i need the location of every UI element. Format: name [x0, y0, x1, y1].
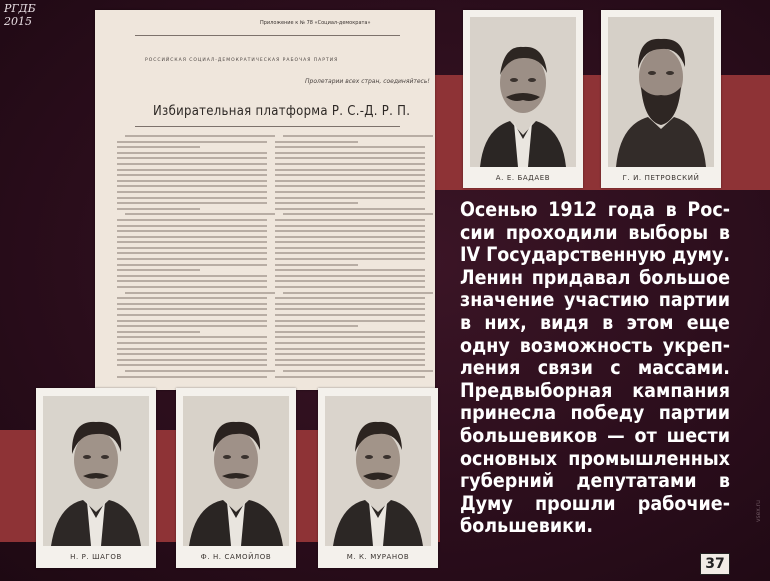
narration-line [460, 425, 730, 448]
narration-word: значение [460, 288, 555, 312]
narration-line [460, 267, 730, 290]
document-text-line [117, 219, 267, 221]
narration-word: еще [686, 310, 730, 334]
narration-line [460, 380, 730, 403]
document-text-line [275, 331, 425, 333]
narration-text [460, 199, 730, 538]
narration-word: придавал [531, 265, 631, 289]
document-text-line [275, 185, 425, 187]
document-text-line [275, 157, 425, 159]
narration-word: ления [460, 356, 521, 380]
narration-word: партии [658, 288, 730, 312]
narration-word: в [665, 198, 677, 221]
document-text-line [117, 247, 267, 249]
narration-word: шести [666, 423, 730, 447]
portrait-card-muranov [318, 388, 438, 568]
document-text-line [275, 236, 425, 238]
narration-word: IV [460, 243, 481, 267]
document-text-line [117, 325, 267, 327]
narration-word: от [634, 423, 657, 447]
narration-word: принесла [460, 401, 557, 425]
watermark-year: 2015 [4, 15, 32, 28]
document-text-line [275, 169, 425, 171]
narration-word: в [602, 310, 614, 334]
narration-word: года [607, 198, 655, 221]
narration-word: Осенью [460, 198, 538, 221]
narration-word: губерний [460, 469, 555, 493]
document-text-line [275, 191, 425, 193]
document-text-line [283, 370, 433, 372]
document-text-line [117, 174, 267, 176]
narration-word: промышленных [568, 446, 730, 470]
portrait-photo-petrovsky [608, 17, 714, 167]
narration-word: партии [658, 401, 730, 425]
document-text-line [275, 174, 425, 176]
document-text-line [117, 157, 267, 159]
document-text-line [117, 314, 267, 316]
narration-line [460, 493, 730, 516]
portrait-photo-muranov [325, 396, 431, 546]
document-text-line [275, 325, 358, 327]
portrait-caption-muranov: М. К. МУРАНОВ [346, 553, 410, 561]
document-text-line [117, 264, 267, 266]
document-text-line [117, 280, 267, 282]
narration-word: большевиков [460, 423, 598, 447]
document-text-line [125, 135, 275, 137]
narration-word: выборы [628, 220, 709, 244]
document-slogan: Пролетарии всех стран, соединяйтесь! [305, 78, 430, 85]
narration-word: рабочие- [637, 491, 730, 515]
document-text-line [275, 252, 425, 254]
document-text-line [275, 197, 425, 199]
document-text-line [117, 348, 267, 350]
document-text-line [275, 303, 425, 305]
document-text-line [117, 336, 267, 338]
library-watermark [4, 2, 36, 28]
document-rule [135, 35, 400, 36]
document-text-line [117, 275, 267, 277]
narration-word: Государственную [486, 243, 666, 267]
document-text-line [275, 225, 425, 227]
narration-word: массами. [637, 356, 730, 380]
narration-line [460, 402, 730, 425]
document-text-line [275, 180, 425, 182]
portrait-card-shagov [36, 388, 156, 568]
document-text-line [275, 336, 425, 338]
document-text-line [275, 353, 425, 355]
document-text-line [125, 370, 275, 372]
narration-word: думу. [671, 243, 730, 267]
document-column-left [117, 135, 267, 381]
document-text-line [275, 314, 425, 316]
portrait-photo-samoilov [183, 396, 289, 546]
narration-line [460, 515, 730, 538]
narration-line [460, 470, 730, 493]
narration-word: связи [537, 356, 593, 380]
document-text-line [275, 320, 425, 322]
portrait-photo-shagov [43, 396, 149, 546]
document-text-line [117, 376, 267, 378]
document-text-line [275, 342, 425, 344]
narration-word: укреп- [662, 333, 730, 357]
document-text-line [117, 230, 267, 232]
narration-line [460, 222, 730, 245]
portrait-caption-samoilov: Ф. Н. САМОЙЛОВ [200, 553, 272, 561]
narration-word: сии [460, 220, 495, 244]
document-text-line [275, 280, 425, 282]
portrait-caption-petrovsky: Г. И. ПЕТРОВСКИЙ [622, 174, 700, 182]
document-text-line [117, 191, 267, 193]
narration-word: депутатами [576, 469, 697, 493]
document-text-line [117, 269, 200, 271]
narration-word: прошли [535, 491, 616, 515]
document-text-line [275, 286, 425, 288]
document-party-name: РОССИЙСКАЯ СОЦИАЛ-ДЕМОКРАТИЧЕСКАЯ РАБОЧАЯ ПАРТИЯ [145, 58, 339, 63]
document-text-line [117, 303, 267, 305]
document-text-line [117, 342, 267, 344]
portrait-caption-shagov: Н. Р. ШАГОВ [70, 553, 122, 561]
document-text-line [275, 163, 425, 165]
document-text-line [117, 286, 267, 288]
portrait-card-samoilov [176, 388, 296, 568]
document-text-line [117, 359, 267, 361]
document-title: Избирательная платформа Р. С.-Д. Р. П. [153, 104, 411, 119]
narration-word: в [718, 469, 730, 493]
election-platform-document [95, 10, 435, 390]
document-text-line [117, 258, 267, 260]
document-text-line [117, 180, 267, 182]
narration-line [460, 335, 730, 358]
portrait-card-petrovsky [601, 10, 721, 188]
document-text-line [117, 163, 267, 165]
narration-word: этом [626, 310, 674, 334]
narration-word: участию [563, 288, 650, 312]
narration-word: — [607, 423, 625, 447]
document-text-line [117, 331, 200, 333]
portrait-muranov [325, 396, 431, 546]
document-title-rule [135, 126, 400, 127]
document-text-line [275, 275, 425, 277]
watermark-name: РГДБ [4, 2, 36, 15]
document-text-line [117, 152, 267, 154]
document-text-line [275, 241, 425, 243]
document-text-line [275, 208, 425, 210]
narration-word: Думу [460, 491, 513, 515]
document-text-line [283, 213, 433, 215]
document-text-line [117, 141, 267, 143]
document-text-line [125, 213, 275, 215]
document-text-line [275, 364, 425, 366]
document-text-line [117, 169, 267, 171]
portrait-card-badaev [463, 10, 583, 188]
document-text-line [117, 241, 267, 243]
document-column-right [275, 135, 425, 381]
document-text-line [275, 376, 425, 378]
document-supplement: Приложение к № 78 «Социал-демократа» [260, 20, 371, 26]
document-text-line [117, 225, 267, 227]
narration-word: большевики. [460, 514, 594, 538]
document-text-line [117, 185, 267, 187]
narration-word: Ленин [460, 265, 524, 289]
document-text-line [275, 269, 425, 271]
document-text-line [275, 258, 425, 260]
narration-word: Рос- [687, 198, 730, 221]
document-text-line [117, 320, 267, 322]
narration-line [460, 289, 730, 312]
document-text-line [117, 146, 200, 148]
document-text-line [275, 247, 425, 249]
narration-line [460, 312, 730, 335]
document-text-line [275, 141, 358, 143]
document-text-line [275, 219, 425, 221]
document-text-line [275, 348, 425, 350]
narration-line [460, 357, 730, 380]
narration-word: Предвыборная [460, 378, 613, 402]
document-text-line [117, 208, 200, 210]
document-text-line [117, 252, 267, 254]
portrait-photo-badaev [470, 17, 576, 167]
document-text-line [275, 202, 358, 204]
document-text-line [275, 308, 425, 310]
narration-word: одну [460, 333, 510, 357]
document-text-line [117, 297, 267, 299]
document-text-line [275, 230, 425, 232]
narration-word: большое [639, 265, 730, 289]
narration-word: них, [484, 310, 527, 334]
document-text-line [117, 197, 267, 199]
document-text-line [275, 152, 425, 154]
narration-word: проходили [505, 220, 618, 244]
document-text-line [117, 236, 267, 238]
narration-word: возможность [519, 333, 653, 357]
document-text-line [275, 146, 425, 148]
frame-number: 37 [700, 553, 730, 575]
document-text-line [275, 297, 425, 299]
narration-word: видя [540, 310, 589, 334]
side-mark: vsex.ru [755, 500, 762, 522]
document-text-line [117, 364, 267, 366]
document-text-line [283, 135, 433, 137]
narration-word: в [460, 310, 472, 334]
narration-word: кампания [632, 378, 730, 402]
document-text-line [275, 359, 425, 361]
document-text-line [283, 292, 433, 294]
narration-line [460, 244, 730, 267]
narration-word: с [610, 356, 621, 380]
portrait-caption-badaev: А. Е. БАДАЕВ [495, 174, 551, 182]
document-text-line [117, 202, 267, 204]
document-text-line [117, 308, 267, 310]
portrait-badaev [470, 17, 576, 167]
portrait-shagov [43, 396, 149, 546]
document-text-line [125, 292, 275, 294]
narration-word: в [718, 220, 730, 244]
narration-line [460, 448, 730, 471]
document-text-line [275, 264, 358, 266]
portrait-samoilov [183, 396, 289, 546]
portrait-petrovsky [608, 17, 714, 167]
narration-word: победу [570, 401, 645, 425]
document-text-line [117, 353, 267, 355]
narration-word: 1912 [548, 198, 597, 221]
narration-word: основных [460, 446, 558, 470]
narration-line [460, 199, 730, 222]
